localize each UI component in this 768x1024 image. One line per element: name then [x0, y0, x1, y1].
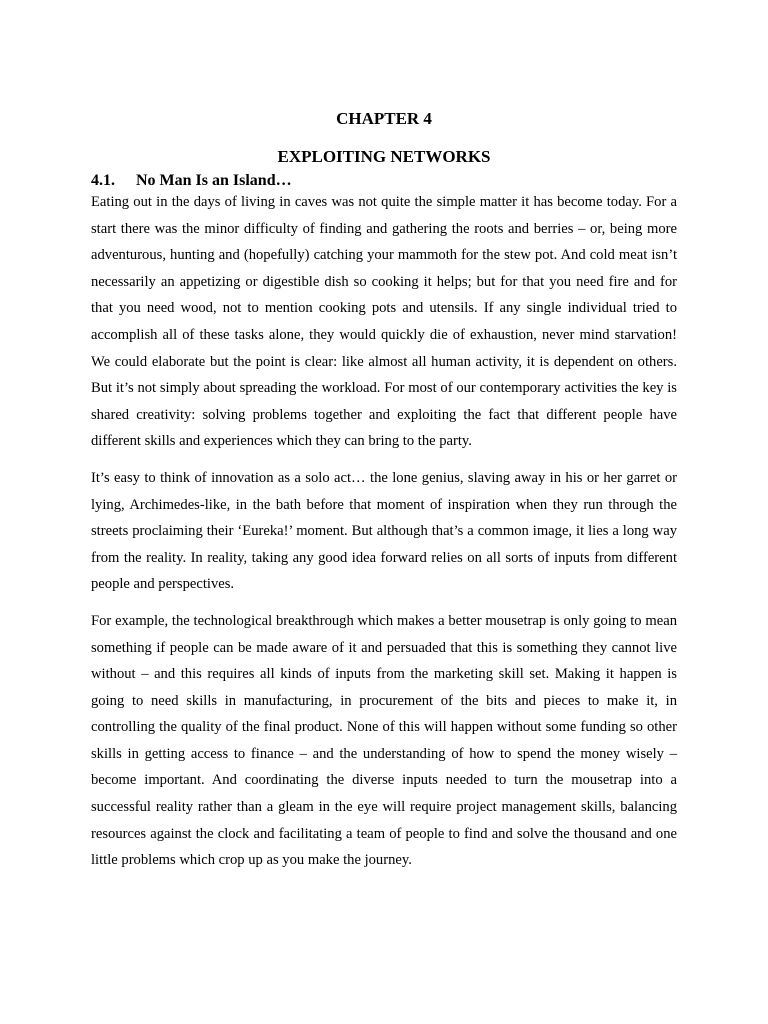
- paragraph: It’s easy to think of innovation as a solo act… the lone genius, slaving away in his or her garret or lying, Archimedes-like, in the bath before that moment of inspiration when they run through the streets proclaiming their ‘Eureka!’ moment. But although that’s a common image, it lies a long way from the reality. In reality, taking any good idea forward relies on all sorts of inputs from different people and perspectives.: [91, 469, 677, 593]
- body-text: [91, 189, 677, 884]
- paragraph: Eating out in the days of living in caves was not quite the simple matter it has become today. For a start there was the minor difficulty of finding and gathering the roots and berries – or, being more adventurous, hunting and (hopefully) catching your mammoth for the stew pot. And cold meat isn’t necessarily an appetizing or digestible dish so cooking it helps; but for that you need fire and for that you need wood, not to mention cooking pots and utensils. If any single individual tried to accomplish all of these tasks alone, they would quickly die of exhaustion, never mind starvation! We could elaborate but the point is clear: like almost all human activity, it is dependent on others. But it’s not simply about spreading the workload. For most of our contemporary activities the key is shared creativity: solving problems together and exploiting the fact that different people have different skills and experiences which they can bring to the party.: [91, 194, 677, 450]
- chapter-title: EXPLOITING NETWORKS: [277, 147, 491, 166]
- chapter-label: CHAPTER 4: [336, 109, 432, 128]
- section-number: 4.1.: [91, 172, 115, 189]
- section-heading: [91, 171, 677, 191]
- paragraph: For example, the technological breakthrough which makes a better mousetrap is only going to mean something if people can be made aware of it and persuaded that this is something they cannot live without – and this requires all kinds of inputs from the marketing skill set. Making it happen is going to need skills in manufacturing, in procurement of the bits and pieces to make it, in controlling the quality of the final product. None of this will happen without some funding so other skills in getting access to finance – and the understanding of how to spend the money wisely – become important. And coordinating the diverse inputs needed to turn the mousetrap into a successful reality rather than a gleam in the eye will require project management skills, balancing resources against the clock and facilitating a team of people to find and solve the thousand and one little problems which crop up as you make the journey.: [91, 612, 677, 869]
- section-title: No Man Is an Island…: [136, 172, 292, 189]
